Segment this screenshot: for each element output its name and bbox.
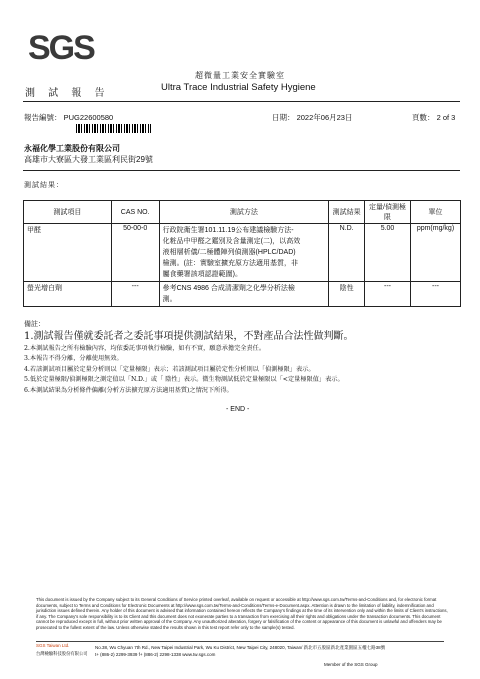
- sgs-logo: SGS: [28, 29, 94, 67]
- member-statement: Member of the SGS Group: [324, 662, 378, 667]
- header-unit: 單位: [410, 201, 460, 224]
- page-label: 頁數：: [412, 113, 435, 122]
- cell-limit: ---: [365, 282, 411, 307]
- note-item: 4.若該測試項目屬於定量分析則以「定量極限」表示；若該測試項目屬於定性分析則以「偵測極限」表示。: [24, 365, 315, 373]
- notes-block: [24, 319, 354, 396]
- client-block: [24, 143, 153, 165]
- note-item: 1.測試報告僅就委託者之委託事項提供測試結果，不對產品合法性做判斷。: [24, 330, 354, 342]
- header-method: 測試方法: [159, 201, 329, 224]
- lab-name-en: Ultra Trace Industrial Safety Hygiene: [161, 82, 316, 93]
- header-limit: 定量/偵測極限: [365, 201, 411, 224]
- date-value: 2022年06月23日: [296, 113, 353, 122]
- report-number-value: PUG22600580: [63, 113, 114, 122]
- note-item: 5.低於定量極限/偵測極限之測定值以「N.D.」或「 陰性」表示。微生物測試低於定量極限以「<定量極限值」表示。: [24, 376, 344, 383]
- table-header-row: [24, 201, 461, 224]
- footer-divider: [36, 641, 444, 642]
- contact-line: t+ (886-2) 2299-3939 f+ (886-2) 2298-1338 www.tw.sgs.com: [95, 652, 216, 657]
- header-result: 測試結果: [329, 201, 365, 224]
- report-title: 測 試 報 告: [25, 88, 110, 99]
- cell-unit: ---: [410, 282, 460, 307]
- header-divider: [23, 101, 460, 102]
- method-line: 參考CNS 4986 合成清潔劑之化學分析法檢: [162, 285, 295, 292]
- lab-name-cn: 超微量工業安全實驗室: [195, 71, 285, 80]
- page-value: 2 of 3: [436, 113, 456, 122]
- report-number-label: 報告編號：: [24, 113, 62, 122]
- client-name: 永福化學工業股份有限公司: [24, 144, 120, 153]
- cell-result: 陰性: [329, 282, 365, 307]
- footer-company-name: 台灣檢驗科技股份有限公司: [36, 651, 88, 656]
- notes-heading: 備註：: [24, 320, 45, 328]
- cell-unit: ppm(mg/kg): [410, 224, 460, 282]
- cell-method: [159, 224, 329, 282]
- note-item: 6.本測試結果為分析條件偏離(分析方法擴充原方法適用基質)之情況下所得。: [24, 386, 233, 394]
- legal-disclaimer: This document is issued by the Company subject to its General Conditions of Service printed overleaf, available on request or accessible at http://www.sgs.com.tw/Terms-and-Conditions and, for electronic format documents, subject to Terms and Conditions for Electronic Documents at http://www.sgs.com.tw/Terms-and-Conditions/Terms-e-Document.aspx. Attention is drawn to the limitation of liability, indemnification and jurisdiction issues defined therein. Any holder of this document is advised that information contained hereon reflects the Company's findings at the time of its intervention only and within the limits of Client's instructions, if any. The Company's sole responsibility is to its Client and this document does not exonerate parties to a transaction from exercising all their rights and obligations under the transaction documents. This document cannot be reproduced except in full, without prior written approval of the Company. Any unauthorized alteration, forgery or falsification of the content or appearance of this document is unlawful and offenders may be prosecuted to the fullest extent of the law. Unless otherwise stated the results shown in this test report refer only to the sample(s) tested.: [36, 597, 448, 630]
- method-line: 行政院衛生署101.11.19公布建議檢驗方法-: [162, 227, 294, 234]
- note-item: 3.本報告不得分離，分離使用無效。: [24, 355, 123, 362]
- report-number: [24, 112, 113, 123]
- method-line: 液相層析儀/二極體陣列偵測器(HPLC/DAD): [162, 249, 296, 256]
- header-test-item: 測試項目: [24, 201, 112, 224]
- cell-limit: 5.00: [365, 224, 411, 282]
- cell-method: [159, 282, 329, 307]
- method-line: 測。: [162, 296, 177, 303]
- method-line: 屬食藥署該項認證範圍)。: [162, 271, 242, 278]
- method-line: 化粧品中甲醛之鑑別及含量測定(二)，以高效: [162, 238, 301, 245]
- client-address: 高雄市大寮區大發工業區利民街29號: [24, 155, 153, 164]
- cell-item: 甲醛: [24, 224, 112, 282]
- cell-cas: ---: [111, 282, 159, 307]
- cell-item: 螢光增白劑: [24, 282, 112, 307]
- method-line: 檢測。(註：實驗室擴充原方法適用基質，非: [162, 260, 298, 267]
- footer-address: [95, 644, 385, 658]
- footer-sgs-logo: SGS Taiwan Ltd.: [36, 643, 70, 648]
- table-row: [24, 282, 461, 307]
- address-line: No.38, Wu Chyuan 7th Rd., New Taipei Industrial Park, Wu Ku District, New Taipei City, 248020, Taiwan/ 新北市五股區新北產業園區五權七路38號: [95, 645, 386, 650]
- client-divider: [23, 170, 460, 171]
- report-barcode: [76, 124, 151, 133]
- cell-result: N.D.: [329, 224, 365, 282]
- report-date: [272, 112, 352, 123]
- cell-cas: 50-00-0: [111, 224, 159, 282]
- date-label: 日期：: [272, 113, 295, 122]
- table-row: [24, 224, 461, 282]
- end-marker: - END -: [226, 406, 250, 413]
- results-table: [23, 200, 461, 307]
- page-number: [412, 112, 455, 123]
- note-item: 2.本測試報告之所有檢驗內容，均依委託事項執行檢驗，如有不實，願意承擔完全責任。: [24, 344, 266, 352]
- header-cas-no: CAS NO.: [111, 201, 159, 224]
- results-label: 測試結果：: [24, 181, 64, 189]
